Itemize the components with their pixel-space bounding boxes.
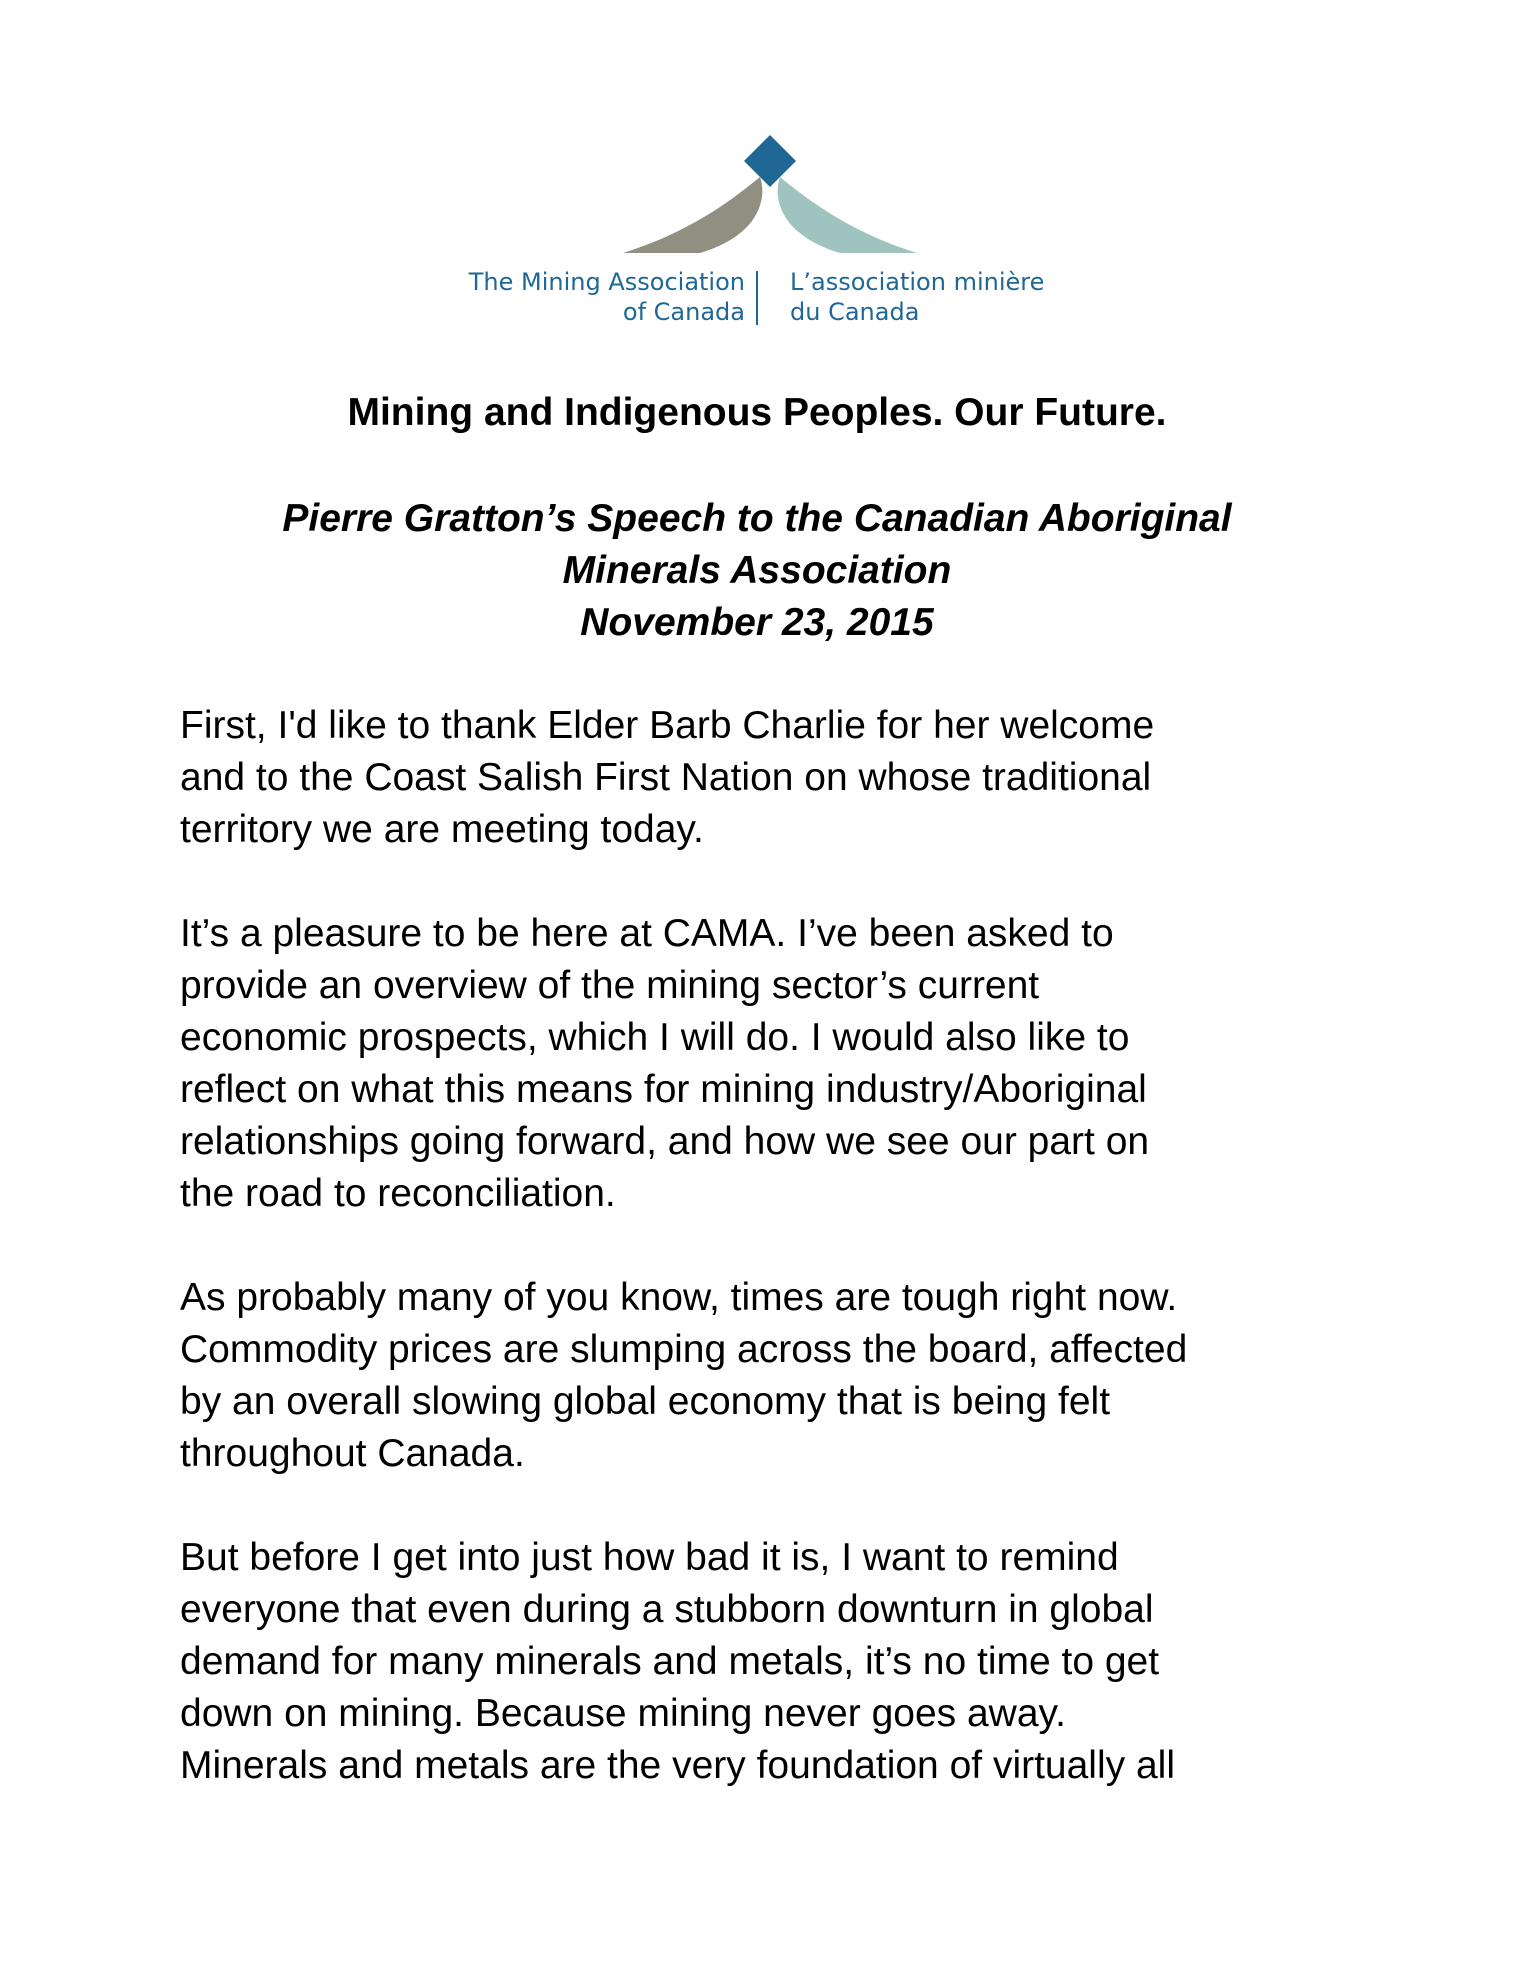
text-line: territory we are meeting today.: [180, 808, 704, 851]
paragraph-welcome: [180, 700, 1380, 856]
text-line: reflect on what this means for mining industry/Aboriginal: [180, 1068, 1147, 1111]
paragraph-tough-times: [180, 1272, 1380, 1480]
mac-logo-mark: [620, 125, 920, 255]
text-line: provide an overview of the mining sector’s current: [180, 964, 1040, 1007]
speech-body: [180, 700, 1380, 1844]
subtitle-date: November 23, 2015: [580, 601, 934, 644]
subtitle-line: Minerals Association: [562, 549, 952, 592]
logo-wordmark: [0, 267, 1514, 327]
logo-name-english: [469, 267, 745, 327]
text-line: First, I'd like to thank Elder Barb Charlie for her welcome: [180, 704, 1155, 747]
logo-english-line: The Mining Association: [468, 268, 745, 296]
logo-diamond-shape: [744, 135, 796, 187]
text-line: relationships going forward, and how we see our part on: [180, 1120, 1150, 1163]
text-line: But before I get into just how bad it is, I want to remind: [180, 1536, 1119, 1579]
paragraph-mining-foundation: [180, 1532, 1380, 1792]
text-line: down on mining. Because mining never goes away.: [180, 1692, 1066, 1735]
text-line: by an overall slowing global economy that is being felt: [180, 1380, 1111, 1423]
logo-right-wing-shape: [778, 177, 917, 253]
logo-divider: [756, 271, 758, 325]
logo-english-line: of Canada: [622, 298, 745, 326]
text-line: and to the Coast Salish First Nation on whose traditional: [180, 756, 1152, 799]
text-line: economic prospects, which I will do. I would also like to: [180, 1016, 1130, 1059]
document-title: Mining and Indigenous Peoples. Our Future.: [347, 391, 1167, 434]
document-subtitle: [0, 493, 1514, 649]
logo-french-line: du Canada: [790, 298, 920, 326]
paragraph-overview: [180, 908, 1380, 1220]
text-line: the road to reconciliation.: [180, 1172, 616, 1215]
text-line: It’s a pleasure to be here at CAMA. I’ve been asked to: [180, 912, 1114, 955]
subtitle-line: Pierre Gratton’s Speech to the Canadian Aboriginal: [282, 497, 1232, 540]
logo-left-wing-shape: [623, 177, 762, 253]
text-line: everyone that even during a stubborn downturn in global: [180, 1588, 1154, 1631]
text-line: Commodity prices are slumping across the board, affected: [180, 1328, 1188, 1371]
logo-french-line: L’association minière: [790, 268, 1045, 296]
text-line: As probably many of you know, times are tough right now.: [180, 1276, 1178, 1319]
text-line: throughout Canada.: [180, 1432, 525, 1475]
logo-name-french: [790, 267, 1044, 327]
text-line: Minerals and metals are the very foundation of virtually all: [180, 1744, 1175, 1787]
text-line: demand for many minerals and metals, it’s no time to get: [180, 1640, 1160, 1683]
mac-logo: [0, 125, 1514, 330]
